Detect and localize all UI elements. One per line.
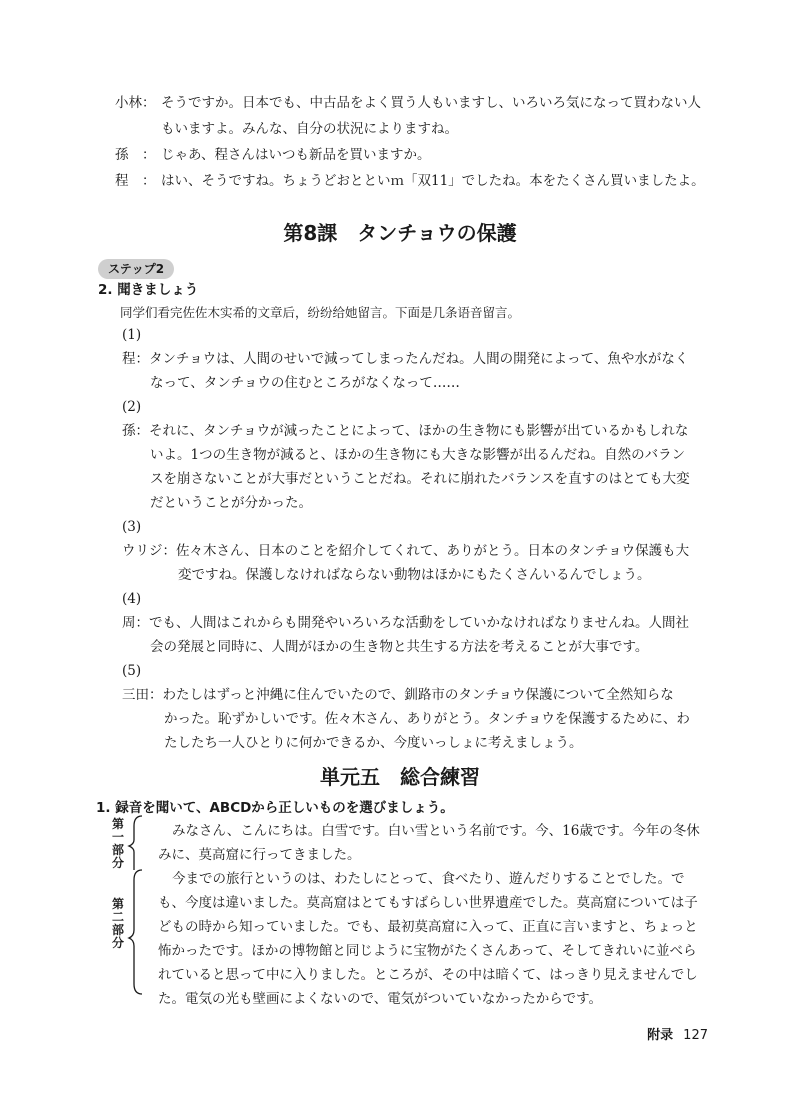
- dialogue-text: かった。恥ずかしいです。佐々木さん、ありがとう。タンチョウを保護するために、わ: [164, 711, 690, 727]
- dialogue-text: じゃあ、程さんはいつも新品を買いますか。: [161, 147, 431, 163]
- dialogue-text: なって、タンチョウの住むところがなくなって……: [150, 375, 460, 391]
- speaker-label: 小林：: [115, 95, 156, 111]
- passage-line: れていると思って中に入りました。ところが、その中は暗くて、はっきり見えませんでし: [158, 967, 698, 983]
- dialogue-text: わたしはずっと沖縄に住んでいたので、釧路市のタンチョウ保護について全然知らな: [162, 687, 674, 703]
- speaker-label: 三田：: [122, 687, 163, 703]
- item-number: (5): [122, 663, 142, 679]
- item-number: (4): [122, 591, 142, 607]
- dialogue-text: それに、タンチョウが減ったことによって、ほかの生き物にも影響が出ているかもしれな: [149, 423, 689, 439]
- passage-line: た。電気の光も壁画によくないので、電気がついていなかったからです。: [158, 991, 603, 1007]
- dialogue-text: 佐々木さん、日本のことを紹介してくれて、ありがとう。日本のタンチョウ保護も大: [176, 543, 690, 559]
- speaker-label: ウリジ：: [122, 543, 176, 559]
- item-number: (3): [122, 519, 142, 535]
- passage-line: も、今度は違いました。莫高窟はとてもすばらしい世界遺産でした。莫高窟については子: [158, 895, 698, 911]
- dialogue-text: タンチョウは、人間のせいで減ってしまったんだね。人間の開発によって、魚や水がなく: [149, 351, 689, 367]
- dialogue-line: [115, 168, 705, 195]
- passage-line: 怖かったです。ほかの博物館と同じように宝物がたくさんあって、そしてきれいに並べら: [158, 943, 697, 959]
- step-badge: ステップ2: [98, 259, 174, 279]
- dialogue-text: 会の発展と同時に、人間がほかの生き物と共生する方法を考えることが大事です。: [150, 639, 649, 655]
- dialogue-line: [122, 418, 688, 445]
- speaker-label: 程 ：: [115, 173, 156, 189]
- dialogue-line: [115, 142, 430, 169]
- passage-line: どもの時から知っていました。でも、最初莫高窟に入って、正直に言いますと、ちょっと: [158, 919, 698, 935]
- dialogue-text: はい、そうですね。ちょうどおとといｍ「双11」でしたね。本をたくさん買いましたよ。: [161, 173, 705, 189]
- dialogue-text: そうですか。日本でも、中古品をよく買う人もいますし、いろいろ気になって買わない人: [161, 95, 701, 111]
- dialogue-text: いよ。1つの生き物が減ると、ほかの生き物にも大きな影響が出るんだね。自然のバラン: [150, 447, 686, 463]
- dialogue-text: でも、人間はこれからも開発やいろいろな活動をしていかなければなりませんね。人間社: [149, 615, 689, 631]
- dialogue-line: [161, 116, 458, 143]
- passage-line: みに、莫高窟に行ってきました。: [158, 847, 361, 863]
- item-number: (1): [122, 327, 142, 343]
- brace-brackets: [126, 812, 148, 1002]
- instruction-text: 同学们看完佐佐木实希的文章后，纷纷给她留言。下面是几条语音留言。: [120, 305, 521, 320]
- dialogue-text: スを崩さないことが大事だということだね。それに崩れたバランスを直すのはとても大変: [150, 471, 690, 487]
- footer-section: 附录: [647, 1028, 674, 1043]
- dialogue-line: [122, 538, 689, 565]
- passage-line: みなさん、こんにちは。白雪です。白い雪という名前です。今、16歳です。今年の冬休: [172, 823, 700, 839]
- dialogue-line: [122, 682, 674, 709]
- dialogue-text: たしたち一人ひとりに何かできるか、今度いっしょに考えましょう。: [164, 735, 583, 751]
- speaker-label: 周：: [122, 615, 149, 631]
- dialogue-text: だということが分かった。: [150, 495, 312, 511]
- section-title: 2. 聞きましょう: [98, 282, 199, 298]
- dialogue-text: 変ですね。保護しなければならない動物はほかにもたくさんいるんでしょう。: [178, 567, 651, 583]
- exercise-title: 1. 録音を聞いて、ABCDから正しいものを選びましょう。: [96, 800, 454, 816]
- unit-title: 単元五 総合練習: [320, 765, 480, 789]
- part1-brace: [129, 816, 142, 870]
- dialogue-line: [122, 610, 689, 637]
- page-footer: [647, 1022, 708, 1049]
- speaker-label: 程：: [122, 351, 149, 367]
- page-number: 127: [683, 1028, 708, 1043]
- dialogue-text: もいますよ。みんな、自分の状況によりますね。: [161, 121, 458, 137]
- part2-brace: [129, 870, 142, 994]
- dialogue-line: [115, 90, 701, 117]
- passage-line: 今までの旅行というのは、わたしにとって、食べたり、遊んだりすることでした。で: [172, 871, 685, 887]
- part1-label: 第一部分: [111, 817, 124, 870]
- speaker-label: 孫：: [122, 423, 149, 439]
- lesson-title: 第8課 タンチョウの保護: [283, 221, 517, 245]
- dialogue-line: [122, 346, 688, 373]
- part2-label: 第二部分: [111, 897, 124, 950]
- item-number: (2): [122, 399, 142, 415]
- speaker-label: 孫 ：: [115, 147, 156, 163]
